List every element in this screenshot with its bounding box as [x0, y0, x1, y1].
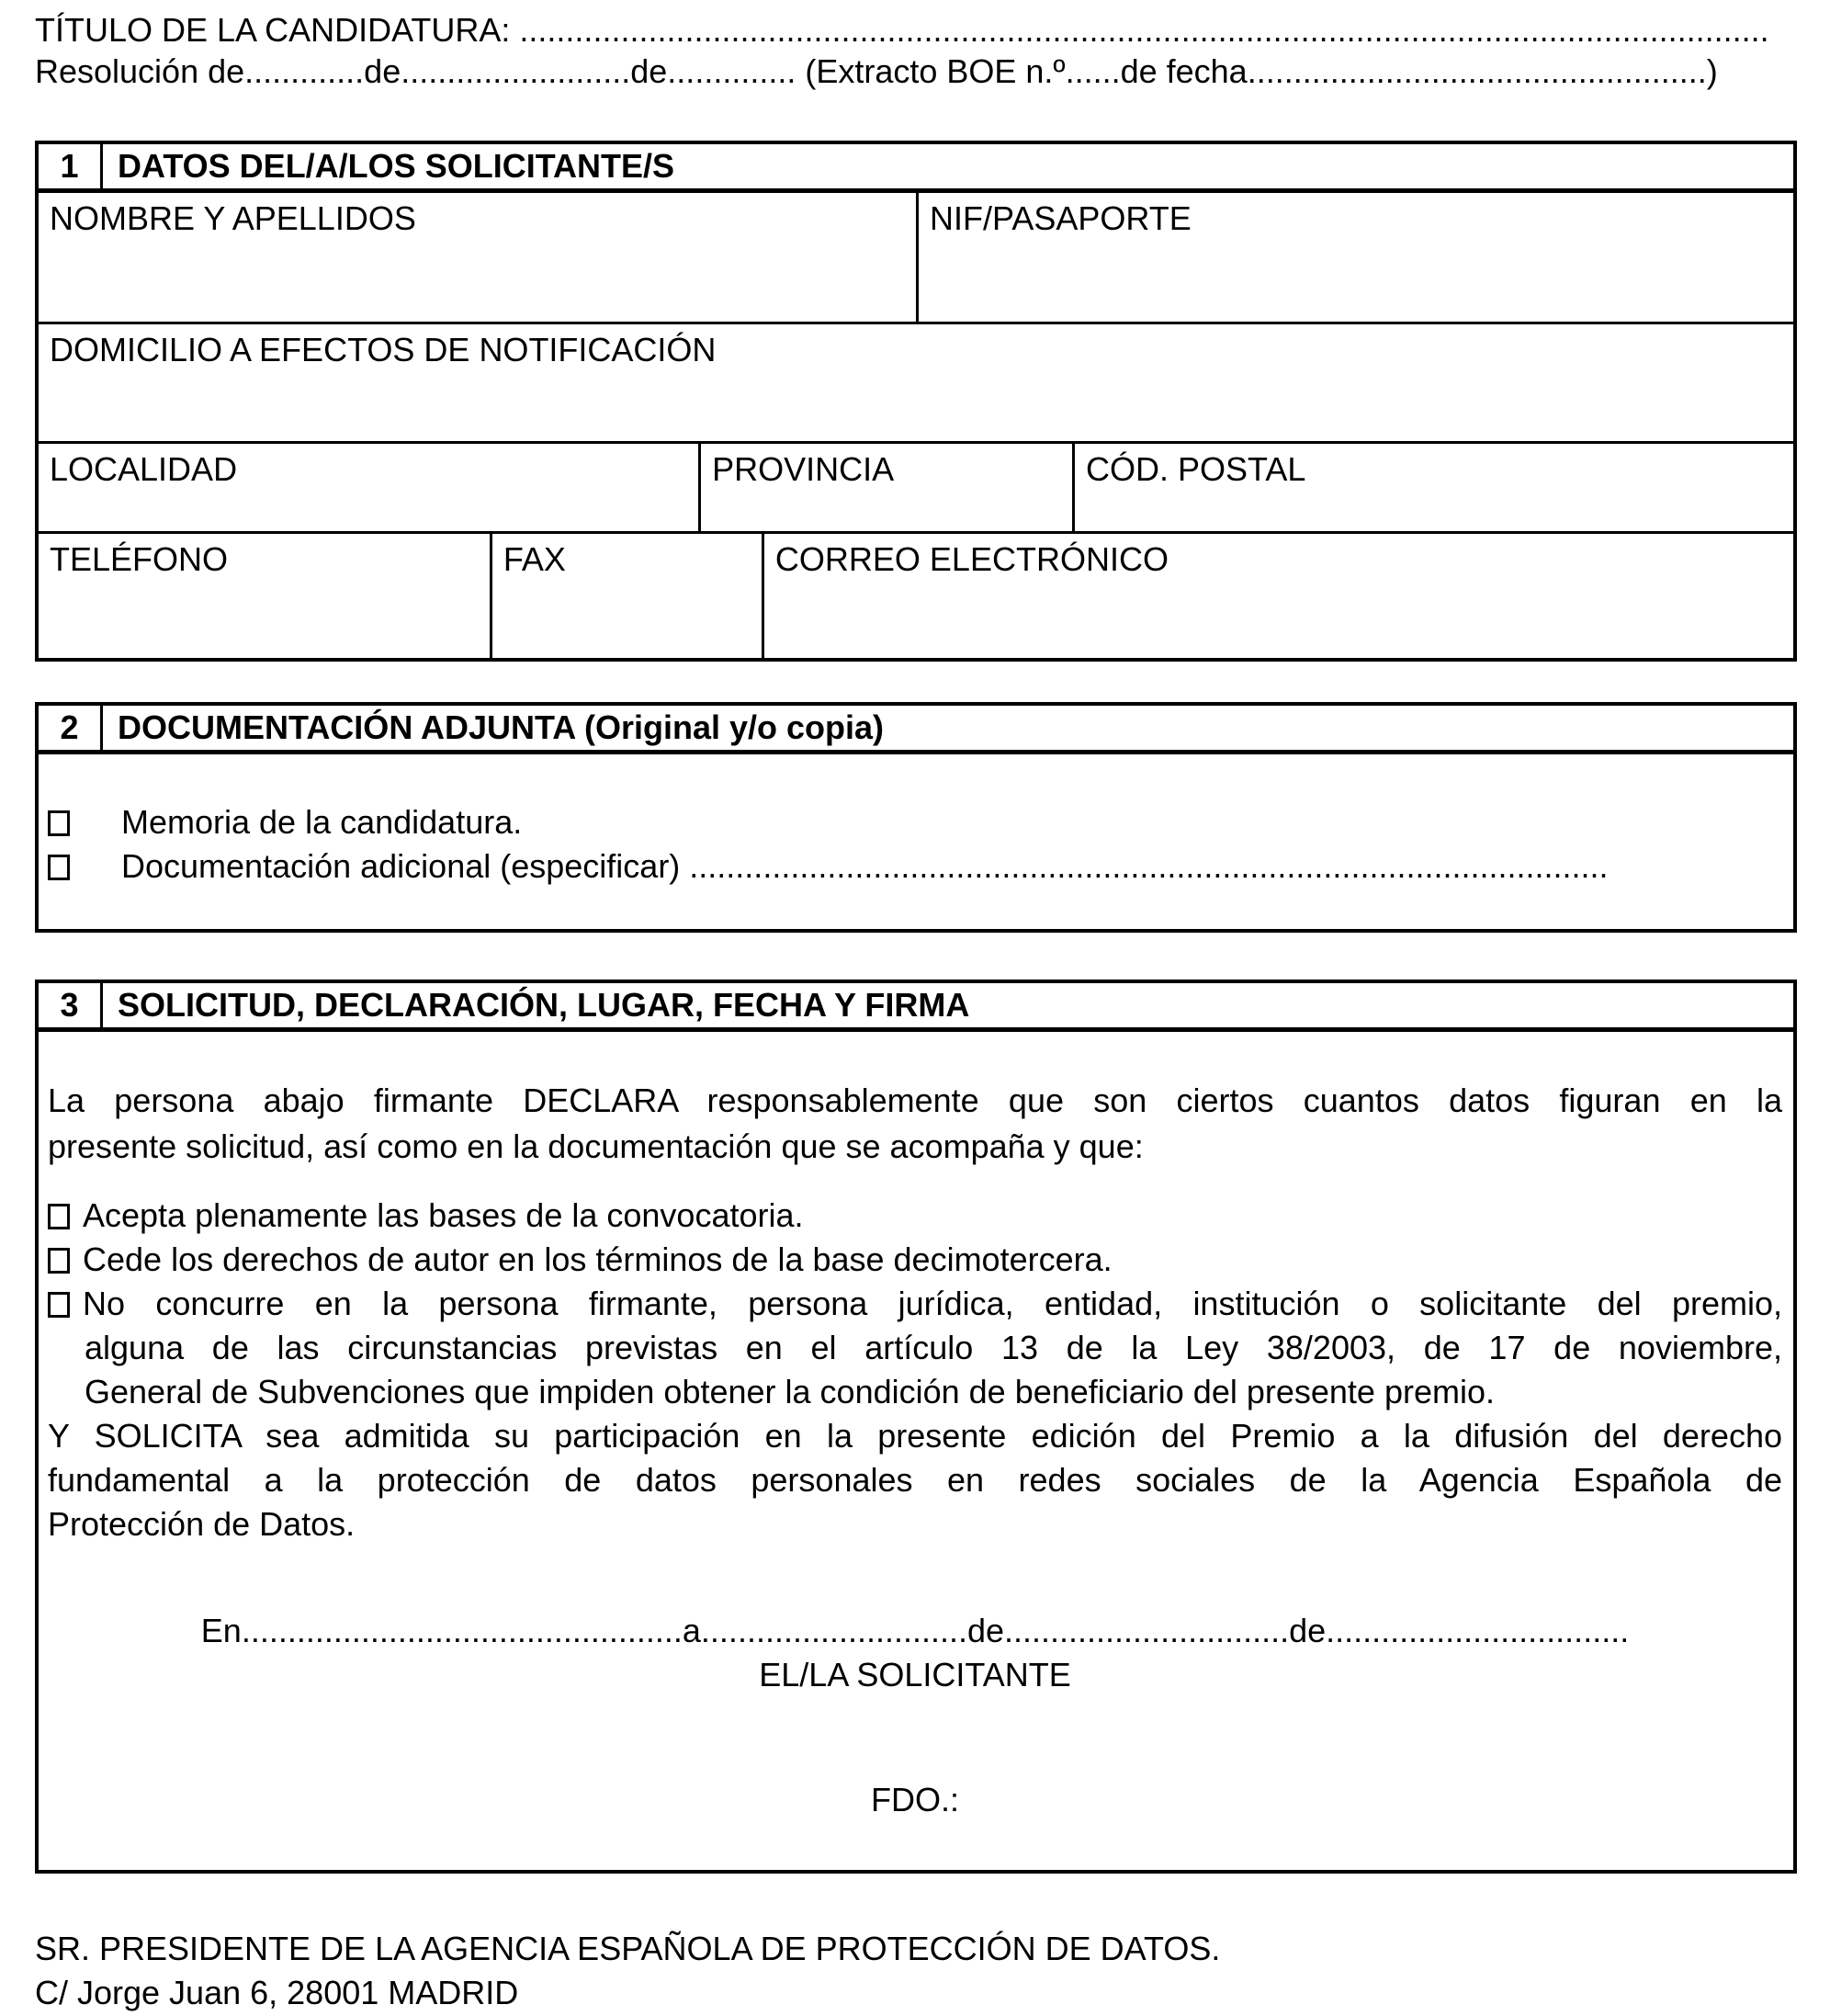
- cod-postal-label: CÓD. POSTAL: [1085, 450, 1306, 488]
- fax-label: FAX: [503, 540, 566, 578]
- doc-adicional-fill-line[interactable]: ....................................................................................................: [689, 847, 1609, 885]
- correo-electronico-field[interactable]: [762, 534, 1793, 658]
- declaration-list: [48, 1194, 1782, 1414]
- nombre-apellidos-label: NOMBRE Y APELLIDOS: [50, 199, 416, 237]
- section-2-box: [35, 702, 1797, 933]
- section-2-body: [39, 754, 1793, 929]
- nombre-apellidos-field[interactable]: [39, 193, 916, 322]
- checkbox-no-concurre[interactable]: [48, 1292, 70, 1318]
- domicilio-label: DOMICILIO A EFECTOS DE NOTIFICACIÓN: [50, 331, 717, 368]
- no-concurre-label-line: No concurre en la persona firmante, persona jurídica, entidad, institución o solicitante del premio,: [83, 1285, 1782, 1322]
- section-1-box: [35, 141, 1797, 662]
- localidad-label: LOCALIDAD: [50, 450, 238, 488]
- checkbox-doc-adicional[interactable]: [48, 855, 70, 880]
- acepta-bases-label: Acepta plenamente las bases de la convocatoria.: [83, 1196, 804, 1234]
- fdo-label: FDO.:: [871, 1781, 959, 1818]
- declaration-intro-line: presente solicitud, así como en la documentación que se acompaña y que:: [48, 1127, 1144, 1165]
- section-3-body: [39, 1032, 1793, 1870]
- list-item: [48, 1238, 1782, 1282]
- section-3-title: SOLICITUD, DECLARACIÓN, LUGAR, FECHA Y FIRMA: [118, 986, 970, 1024]
- section-3-number: 3: [39, 983, 103, 1027]
- provincia-label: PROVINCIA: [712, 450, 895, 488]
- candidacy-title-label: TÍTULO DE LA CANDIDATURA:: [35, 11, 520, 49]
- memoria-label: Memoria de la candidatura.: [121, 803, 523, 841]
- section-3-box: [35, 980, 1797, 1874]
- cede-derechos-label: Cede los derechos de autor en los términos de la base decimotercera.: [83, 1240, 1113, 1278]
- list-item: [48, 1282, 1782, 1326]
- request-line: Protección de Datos.: [48, 1505, 356, 1543]
- telefono-field[interactable]: [39, 534, 490, 658]
- row-localidad-provincia-cp: [39, 441, 1793, 531]
- fax-field[interactable]: [490, 534, 762, 658]
- domicilio-field[interactable]: [39, 324, 1793, 441]
- signer-label: EL/LA SOLICITANTE: [759, 1656, 1071, 1693]
- declaration-intro-line: La persona abajo firmante DECLARA responsablemente que son ciertos cuantos datos figuran en la: [48, 1082, 1782, 1119]
- row-domicilio: [39, 322, 1793, 441]
- cod-postal-field[interactable]: [1072, 444, 1793, 531]
- list-item: [48, 800, 1782, 844]
- section-2-number: 2: [39, 706, 103, 750]
- row-telefono-fax-correo: [39, 531, 1793, 658]
- nif-pasaporte-field[interactable]: [916, 193, 1793, 322]
- checkbox-acepta-bases[interactable]: [48, 1204, 70, 1229]
- checkbox-cede-derechos[interactable]: [48, 1248, 70, 1274]
- candidacy-title-fill-line[interactable]: ........................................................................................................................................: [519, 11, 1769, 49]
- addressee-block: [35, 1927, 1797, 2015]
- list-item: [48, 1194, 1782, 1238]
- addressee-line: SR. PRESIDENTE DE LA AGENCIA ESPAÑOLA DE PROTECCIÓN DE DATOS.: [35, 1930, 1221, 1967]
- section-2-header: [39, 706, 1793, 754]
- section-2-title: DOCUMENTACIÓN ADJUNTA (Original y/o copia): [118, 708, 885, 746]
- place-date-fill-line[interactable]: En................................................a.............................de...............................de.................................: [200, 1612, 1630, 1649]
- request-line: Y SOLICITA sea admitida su participación en la presente edición del Premio a la difusión del derecho: [48, 1417, 1782, 1455]
- telefono-label: TELÉFONO: [50, 540, 229, 578]
- nif-pasaporte-label: NIF/PASAPORTE: [930, 199, 1192, 237]
- resolution-line: Resolución de.............de.........................de.............. (Extracto BOE n.º......de fecha..................................................): [35, 52, 1718, 90]
- section-1-number: 1: [39, 144, 103, 188]
- section-3-header: [39, 983, 1793, 1032]
- candidacy-title-line: [35, 9, 1797, 51]
- request-line: fundamental a la protección de datos personales en redes sociales de la Agencia Española de: [48, 1461, 1782, 1499]
- no-concurre-label-line: alguna de las circunstancias previstas en el artículo 13 de la Ley 38/2003, de 17 de noviembre,: [85, 1329, 1782, 1366]
- section-1-title: DATOS DEL/A/LOS SOLICITANTE/S: [118, 147, 675, 185]
- list-item: [48, 844, 1782, 889]
- correo-electronico-label: CORREO ELECTRÓNICO: [774, 540, 1169, 578]
- section-1-header: [39, 144, 1793, 193]
- checkbox-memoria[interactable]: [48, 810, 70, 836]
- localidad-field[interactable]: [39, 444, 698, 531]
- no-concurre-label-line: General de Subvenciones que impiden obtener la condición de beneficiario del presente premio.: [85, 1373, 1495, 1410]
- address-line: C/ Jorge Juan 6, 28001 MADRID: [35, 1974, 519, 2011]
- row-nombre-nif: [39, 193, 1793, 322]
- provincia-field[interactable]: [698, 444, 1072, 531]
- doc-adicional-label: Documentación adicional (especificar): [121, 847, 690, 885]
